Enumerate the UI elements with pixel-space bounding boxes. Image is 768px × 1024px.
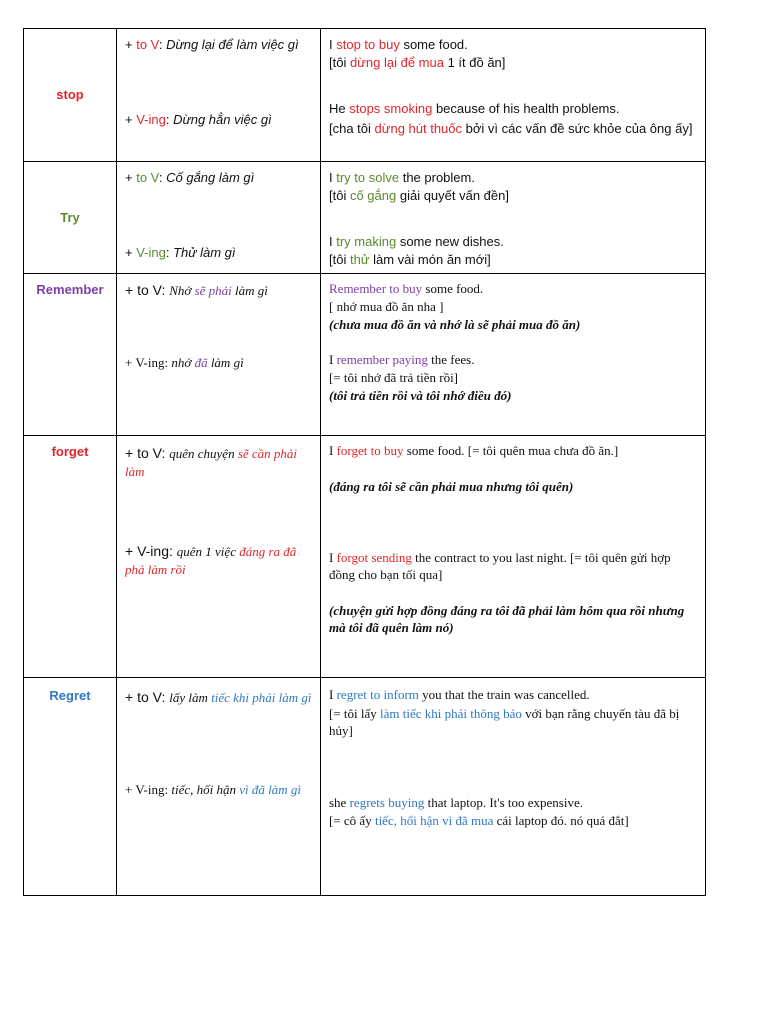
example-sentence: I try making some new dishes. [329, 234, 504, 249]
example-sentence: I regret to inform you that the train was cancelled. [329, 687, 590, 702]
example-translation: [tôi thử làm vài món ăn mới] [329, 252, 491, 267]
rule-cell-remember [117, 274, 321, 436]
table-row-remember [24, 274, 706, 436]
example-translation: [= tôi lấy làm tiếc khi phải thông báo với bạn rằng chuyến tàu đã bị hủy] [329, 706, 680, 738]
example-sentence: Remember to buy some food. [329, 281, 484, 296]
table-row-regret [24, 678, 706, 896]
verb-pattern-table [23, 28, 706, 896]
example-sentence: I forgot sending the contract to you last night. [= tôi quên gửi hợp đồng cho bạn tối qua] [329, 550, 671, 582]
rule-to-v: + to V: Nhớ sẽ phải làm gì [125, 282, 268, 298]
verb-label-forget: forget [51, 444, 89, 459]
verb-cell-remember [24, 274, 117, 436]
rule-to-v: + to V: lấy làm tiếc khi phải làm gì [125, 689, 312, 705]
example-cell-remember [321, 274, 706, 436]
example-translation: [cha tôi dừng hút thuốc bởi vì các vấn đề sức khỏe của ông ấy] [329, 121, 693, 136]
verb-label-stop: stop [56, 87, 84, 102]
example-translation: [tôi dừng lại để mua 1 ít đồ ăn] [329, 55, 506, 70]
example-translation: [tôi cố gắng giải quyết vấn đền] [329, 188, 509, 203]
rule-to-v: + to V: Dừng lại để làm việc gì [125, 37, 299, 52]
verb-cell-regret [24, 678, 117, 896]
rule-v-ing: + V-ing: quên 1 việc đáng ra đã phả làm rồi [125, 543, 297, 577]
rule-v-ing: + V-ing: Dừng hẳn việc gì [125, 112, 272, 127]
rule-v-ing: + V-ing: tiếc, hối hận vì đã làm gì [125, 782, 301, 797]
example-sentence: I remember paying the fees. [329, 352, 475, 367]
example-translation: [ nhớ mua đồ ăn nha ] [329, 299, 444, 314]
example-sentence: she regrets buying that laptop. It's too expensive. [329, 795, 584, 810]
example-cell-regret [321, 678, 706, 896]
verb-label-remember: Remember [36, 282, 104, 297]
rule-cell-regret [117, 678, 321, 896]
example-cell-forget [321, 436, 706, 678]
example-note: (tôi trả tiền rồi và tôi nhớ điều đó) [329, 388, 512, 403]
rule-to-v: + to V: quên chuyện sẽ cần phải làm [125, 445, 298, 479]
example-cell-try [321, 162, 706, 274]
example-translation: [= cô ấy tiếc, hối hận vì đã mua cái laptop đó. nó quá đắt] [329, 813, 629, 828]
example-sentence: I try to solve the problem. [329, 170, 475, 185]
rule-cell-forget [117, 436, 321, 678]
example-note: (chưa mua đồ ăn và nhớ là sẽ phải mua đồ ăn) [329, 317, 581, 332]
verb-label-regret: Regret [49, 688, 91, 703]
verb-cell-forget [24, 436, 117, 678]
rule-cell-stop [117, 29, 321, 162]
verb-cell-try [24, 162, 117, 274]
table-row-stop [24, 29, 706, 162]
example-sentence: He stops smoking because of his health problems. [329, 101, 620, 116]
example-cell-stop [321, 29, 706, 162]
verb-label-try: Try [60, 210, 80, 225]
rule-v-ing: + V-ing: Thử làm gì [125, 245, 236, 260]
rule-v-ing: + V-ing: nhớ đã làm gì [125, 355, 244, 370]
table-row-try [24, 162, 706, 274]
example-note: (chuyện gửi hợp đồng đáng ra tôi đã phải làm hôm qua rồi nhưng mà tôi đã quên làm nó) [329, 603, 685, 635]
rule-to-v: + to V: Cố gắng làm gì [125, 170, 255, 185]
table-row-forget [24, 436, 706, 678]
rule-cell-try [117, 162, 321, 274]
example-sentence: I stop to buy some food. [329, 37, 468, 52]
example-translation: [= tôi nhớ đã trả tiền rồi] [329, 370, 459, 385]
verb-cell-stop [24, 29, 117, 162]
example-note: (đáng ra tôi sẽ cần phải mua nhưng tôi quên) [329, 479, 574, 494]
example-sentence: I forget to buy some food. [= tôi quên mua chưa đồ ăn.] [329, 443, 619, 458]
